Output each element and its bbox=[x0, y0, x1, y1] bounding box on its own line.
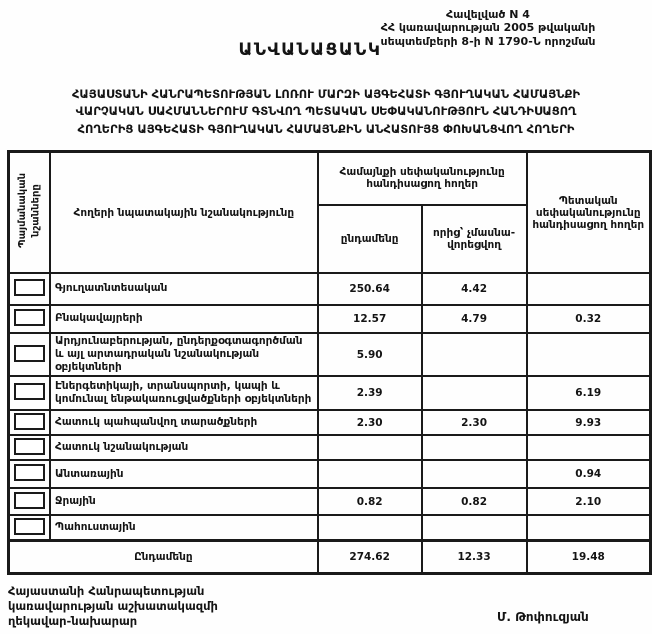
land-category-label: Հատուկ նշանակության bbox=[50, 435, 318, 460]
table-total-row bbox=[9, 540, 651, 573]
land-category-label: Արդյունաբերության, ընդերքօգտագործման և այլ արտադրական նշանակության օբյեկտների bbox=[50, 333, 318, 376]
header-community-property: Համայնքի սեփականությունը հանդիսացող հողեր bbox=[318, 152, 527, 205]
legend-swatch-cell bbox=[9, 435, 51, 460]
cell-state: 0.32 bbox=[527, 305, 651, 333]
signatory-title-block bbox=[8, 584, 218, 629]
legend-swatch-cell bbox=[9, 333, 51, 376]
land-allocation-table bbox=[7, 150, 652, 575]
table-row bbox=[9, 333, 651, 376]
cell-community-total: 2.39 bbox=[318, 376, 422, 410]
header-conventional-signs: Պայմանական նշանները bbox=[9, 152, 51, 274]
legend-swatch-cell bbox=[9, 515, 51, 540]
annex-line: Հավելված N 4 bbox=[446, 8, 530, 21]
total-state: 19.48 bbox=[527, 540, 651, 573]
cell-community-total bbox=[318, 435, 422, 460]
table-header-row-1 bbox=[9, 152, 651, 205]
subtitle-line: ՎԱՐՉԱԿԱՆ ՍԱՀՄԱՆՆԵՐՈՒՄ ԳՏՆՎՈՂ ՊԵՏԱԿԱՆ ՍԵՓԱԿԱՆՈՒԹՅՈՒՆ ՀԱՆԴԻՍԱՑՈՂ bbox=[75, 104, 577, 119]
document-subtitle bbox=[6, 86, 646, 138]
land-category-label: Պահուստային bbox=[50, 515, 318, 540]
cell-community-total: 5.90 bbox=[318, 333, 422, 376]
header-non-privatizable: որից՝ չմասնա-վորեցվող bbox=[422, 205, 527, 273]
total-community-total: 274.62 bbox=[318, 540, 422, 573]
legend-swatch-box bbox=[14, 345, 45, 362]
cell-state: 2.10 bbox=[527, 488, 651, 515]
header-community-total: ընդամենը bbox=[318, 205, 422, 273]
cell-state bbox=[527, 333, 651, 376]
land-category-label: Անտառային bbox=[50, 460, 318, 488]
legend-swatch-cell bbox=[9, 488, 51, 515]
table-row bbox=[9, 273, 651, 305]
table-row bbox=[9, 460, 651, 488]
signatory-line: ղեկավար-նախարար bbox=[8, 613, 138, 628]
cell-state bbox=[527, 515, 651, 540]
signatory-line: կառավարության աշխատակազմի bbox=[8, 598, 218, 613]
cell-state bbox=[527, 273, 651, 305]
cell-non-privatizable bbox=[422, 376, 527, 410]
cell-non-privatizable bbox=[422, 515, 527, 540]
land-category-label: Բնակավայրերի bbox=[50, 305, 318, 333]
table-row bbox=[9, 376, 651, 410]
cell-state: 6.19 bbox=[527, 376, 651, 410]
legend-swatch-box bbox=[14, 383, 45, 400]
signatory-line: Հայաստանի Հանրապետության bbox=[8, 584, 205, 598]
legend-swatch-box bbox=[14, 492, 45, 509]
table-row bbox=[9, 435, 651, 460]
legend-swatch-cell bbox=[9, 410, 51, 435]
cell-community-total: 2.30 bbox=[318, 410, 422, 435]
legend-swatch-cell bbox=[9, 305, 51, 333]
header-state-property: Պետական սեփականությունը հանդիսացող հողեր bbox=[527, 152, 651, 274]
cell-community-total: 0.82 bbox=[318, 488, 422, 515]
subtitle-line: ՀԱՅԱՍՏԱՆԻ ՀԱՆՐԱՊԵՏՈՒԹՅԱՆ ԼՈՌՈՒ ՄԱՐԶԻ ԱՅԳԵՀԱՏԻ ԳՅՈՒՂԱԿԱՆ ՀԱՄԱՅՆՔԻ bbox=[71, 87, 581, 101]
cell-non-privatizable bbox=[422, 435, 527, 460]
header-land-purpose: Հողերի նպատակային նշանակությունը bbox=[50, 152, 318, 274]
signature-name: Մ. Թոփուզյան bbox=[497, 610, 589, 624]
cell-non-privatizable: 4.79 bbox=[422, 305, 527, 333]
cell-state bbox=[527, 435, 651, 460]
total-label: Ընդամենը bbox=[9, 540, 318, 573]
table-row bbox=[9, 488, 651, 515]
legend-swatch-box bbox=[14, 438, 45, 455]
land-category-label: Ջրային bbox=[50, 488, 318, 515]
legend-swatch-box bbox=[14, 518, 45, 535]
legend-swatch-box bbox=[14, 464, 45, 481]
page-title: ԱՆՎԱՆԱՑԱՆԿ bbox=[238, 40, 382, 60]
legend-swatch-cell bbox=[9, 460, 51, 488]
land-category-label: Գյուղատնտեսական bbox=[50, 273, 318, 305]
legend-swatch-cell bbox=[9, 376, 51, 410]
table-row bbox=[9, 515, 651, 540]
cell-non-privatizable bbox=[422, 333, 527, 376]
land-category-label: Էներգետիկայի, տրանսպորտի, կապի և կոմունալ ենթակառուցվածքների օբյեկտների bbox=[50, 376, 318, 410]
legend-swatch-box bbox=[14, 413, 45, 430]
cell-non-privatizable bbox=[422, 460, 527, 488]
cell-non-privatizable: 2.30 bbox=[422, 410, 527, 435]
annex-line: ՀՀ կառավարության 2005 թվականի bbox=[380, 21, 596, 35]
cell-community-total: 12.57 bbox=[318, 305, 422, 333]
cell-community-total bbox=[318, 515, 422, 540]
cell-community-total: 250.64 bbox=[318, 273, 422, 305]
land-category-label: Հատուկ պահպանվող տարածքների bbox=[50, 410, 318, 435]
table-row bbox=[9, 410, 651, 435]
cell-non-privatizable: 0.82 bbox=[422, 488, 527, 515]
subtitle-line: ՀՈՂԵՐԻՑ ԱՅԳԵՀԱՏԻ ԳՅՈՒՂԱԿԱՆ ՀԱՄԱՅՆՔԻՆ ԱՆՀԱՏՈՒՅՑ ՓՈԽԱՆՑՎՈՂ ՀՈՂԵՐԻ bbox=[77, 121, 575, 136]
cell-state: 0.94 bbox=[527, 460, 651, 488]
annex-line: սեպտեմբերի 8-ի N 1790-Ն որոշման bbox=[380, 34, 596, 48]
legend-swatch-cell bbox=[9, 273, 51, 305]
cell-community-total bbox=[318, 460, 422, 488]
legend-swatch-box bbox=[14, 279, 45, 296]
cell-non-privatizable: 4.42 bbox=[422, 273, 527, 305]
cell-state: 9.93 bbox=[527, 410, 651, 435]
total-non-privatizable: 12.33 bbox=[422, 540, 527, 573]
legend-swatch-box bbox=[14, 309, 45, 326]
table-row bbox=[9, 305, 651, 333]
